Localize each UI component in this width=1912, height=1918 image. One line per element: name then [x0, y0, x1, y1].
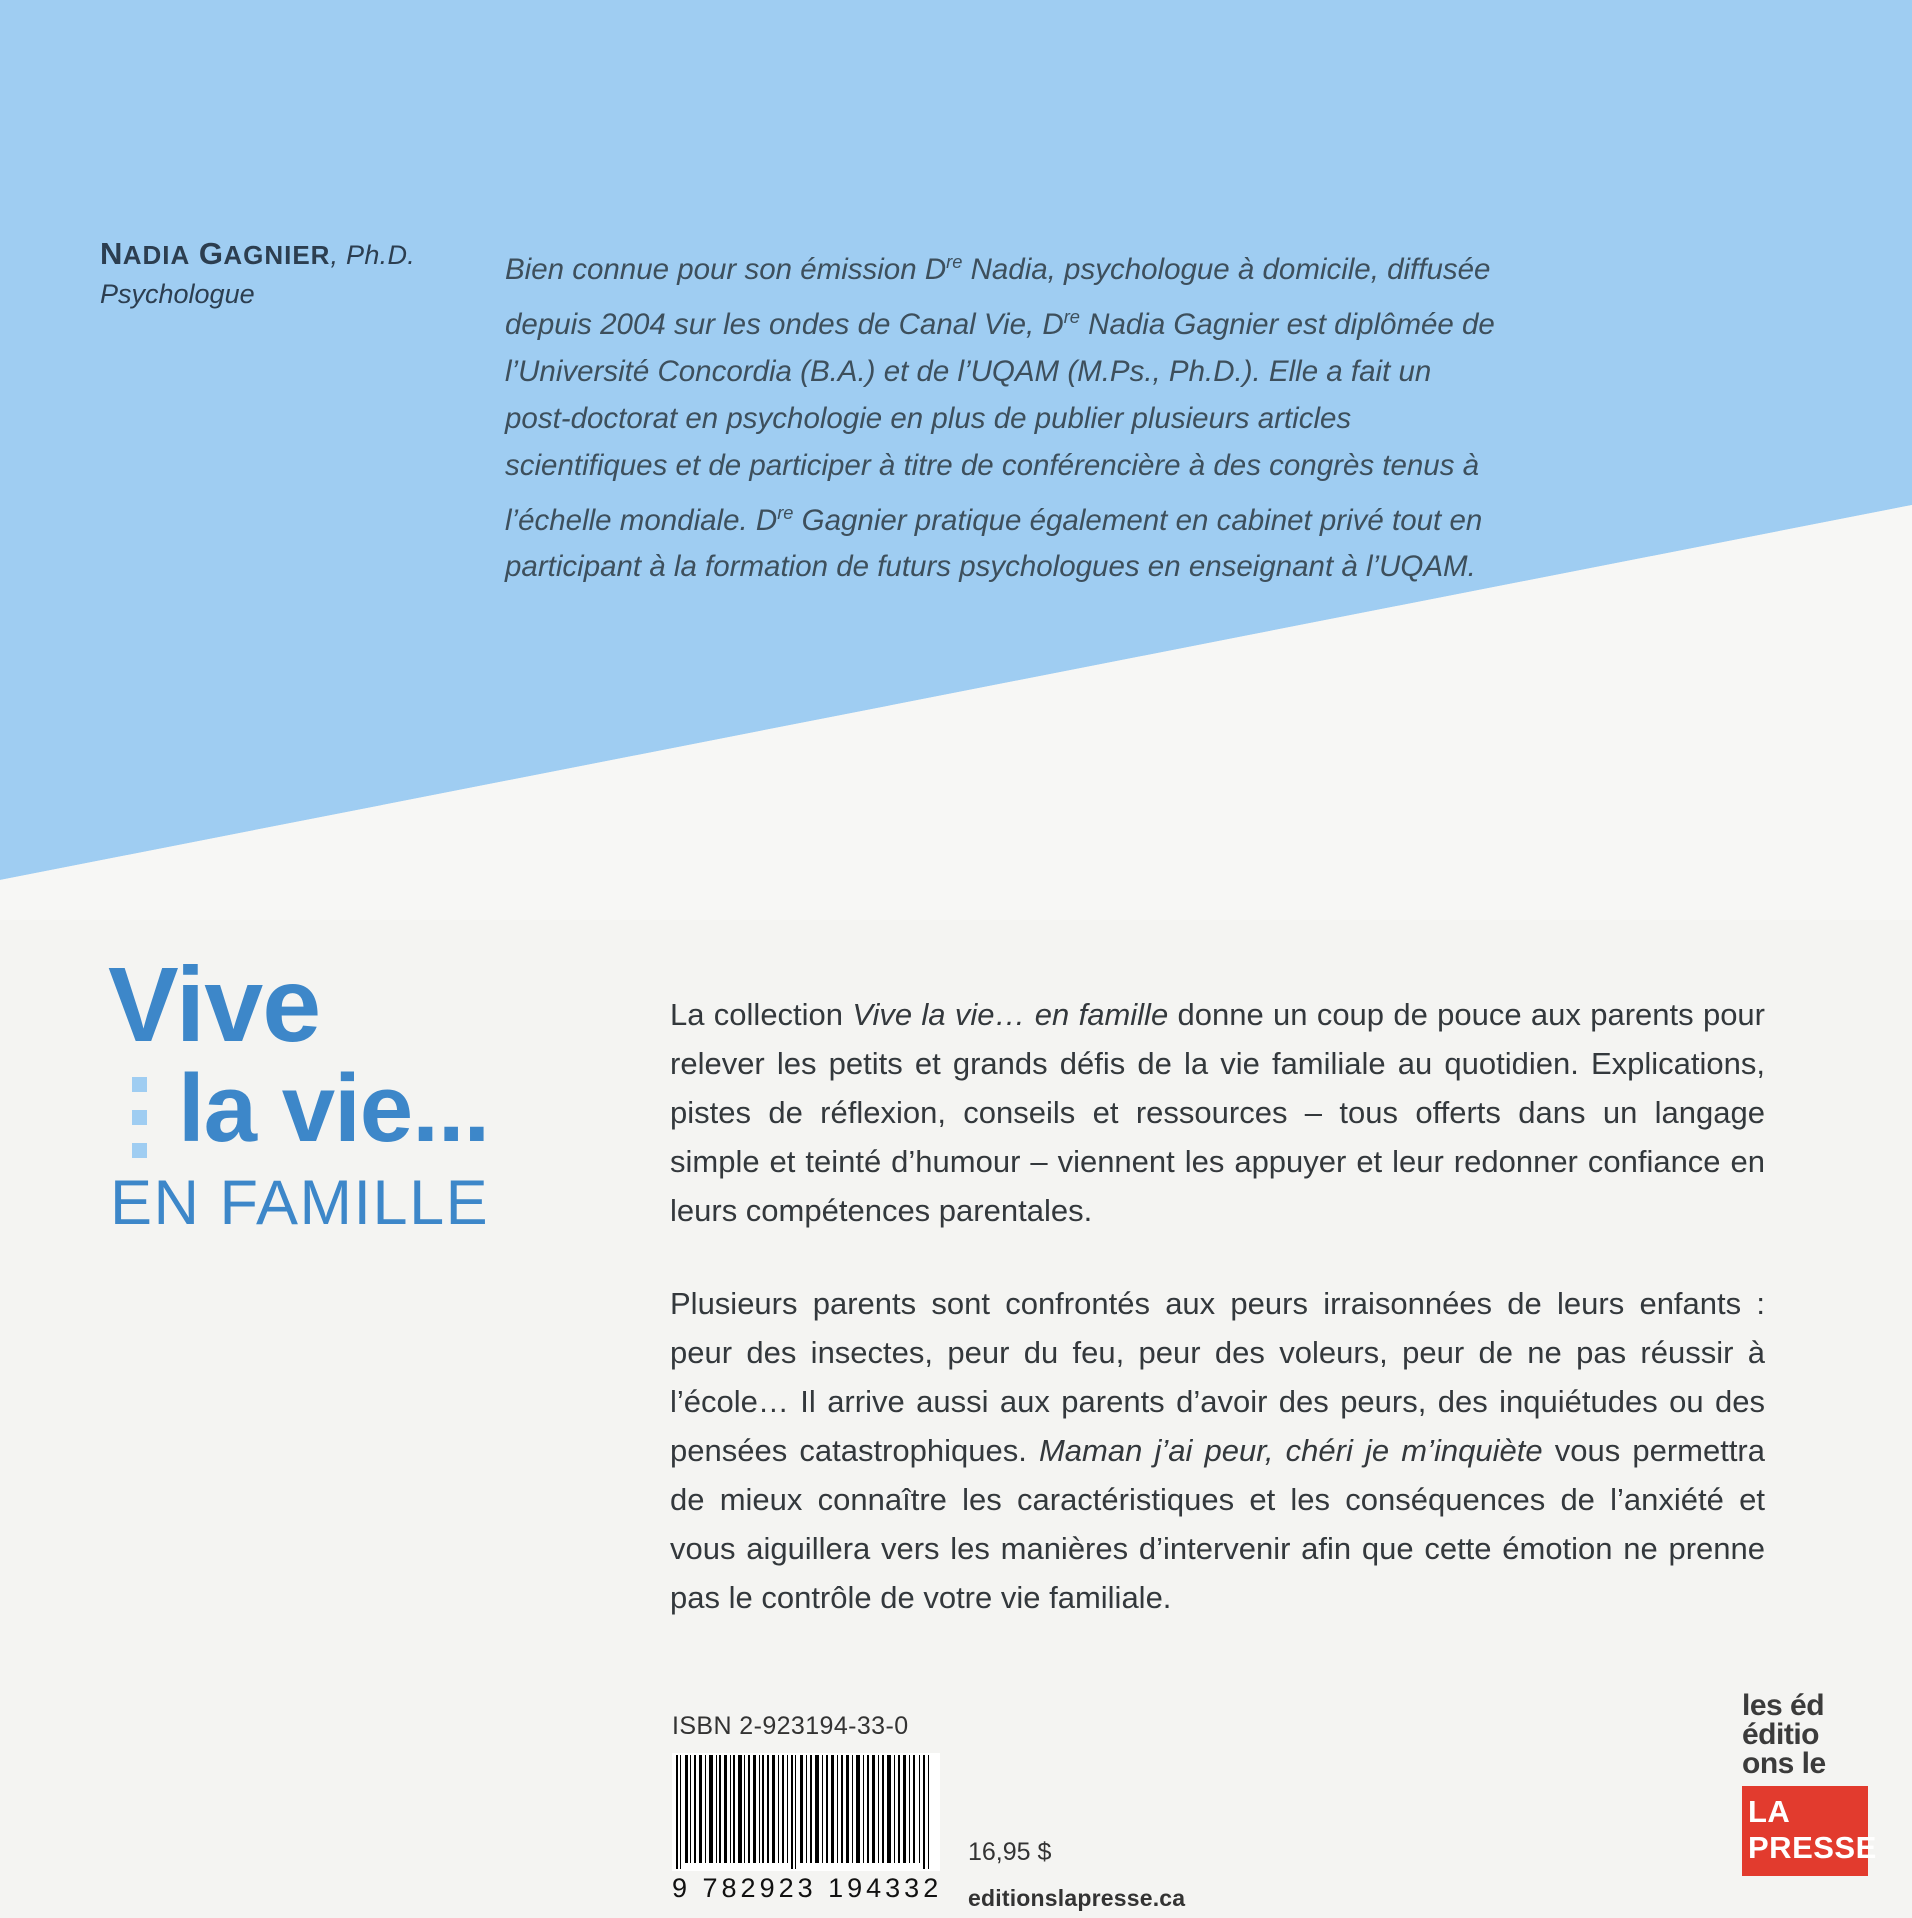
- publisher-line-1: les éd: [1742, 1688, 1825, 1722]
- blurb-p1-text-a: La collection: [670, 997, 853, 1032]
- logo-line-lavie: la vie...: [178, 1054, 490, 1162]
- blurb-p2-text-b: vous permettra de mieux connaître les caractéristiques et les conséquences de l’anxiété et vous aiguillera vers les manières d’intervenir afin que cette émotion ne prenne pas le contrôle de votre vie familiale.: [670, 1433, 1765, 1615]
- blurb-p2-text-a: Plusieurs parents sont confrontés aux peurs irraisonnées de leurs enfants : peur des insectes, peur du feu, peur des voleurs, peur de ne pas réussir à l’école… Il arrive aussi aux parents d’avoir des peurs, des inquiétudes ou des pensées catastrophiques.: [670, 1286, 1765, 1468]
- publisher-red-badge: LA PRESSE: [1742, 1786, 1868, 1876]
- price-area: [968, 1838, 1185, 1912]
- isbn-area: [672, 1712, 942, 1904]
- blurb-paragraph-2: [670, 1279, 1765, 1622]
- blurb-paragraph-1: [670, 990, 1765, 1235]
- back-cover-blurb: [670, 990, 1765, 1622]
- author-bio: Bien connue pour son émission Dre Nadia, psychologue à domicile, diffusée depuis 2004 sur les ondes de Canal Vie, Dre Nadia Gagnier est diplômée de l’Université Concordia (B.A.) et de l’UQAM (M.Ps., Ph.D.). Elle a fait un post-doctorat en psychologie en plus de publier plusieurs articles scientifiques et de participer à titre de conférencière à des congrès tenus à l’échelle mondiale. Dre Gagnier pratique également en cabinet privé tout en participant à la formation de futurs psychologues en enseignant à l’UQAM.: [505, 251, 1495, 584]
- blurb-p1-title: Vive la vie… en famille: [852, 997, 1169, 1032]
- isbn-label: ISBN 2-923194-33-0: [672, 1712, 909, 1740]
- website-label: editionslapresse.ca: [968, 1885, 1186, 1911]
- logo-line-vive: Vive: [108, 946, 321, 1064]
- price-label: 16,95 $: [968, 1838, 1052, 1866]
- publisher-line-3: ons le: [1742, 1746, 1826, 1780]
- logo-line-enfamille: EN FAMILLE: [110, 1167, 490, 1238]
- author-block: [100, 236, 520, 310]
- blurb-p1-text-b: donne un coup de pouce aux parents pour relever les petits et grands défis de la vie familiale au quotidien. Explications, pistes de réflexion, conseils et ressources – tous offerts dans un langage simple et teinté d’humour – viennent les appuyer et leur redonner confiance en leurs compétences parentales.: [670, 997, 1765, 1228]
- logo-dots-decoration: [132, 1077, 150, 1176]
- publisher-wordmark: [1742, 1688, 1874, 1780]
- collection-logo: [108, 946, 608, 1239]
- author-role: Psychologue: [100, 278, 255, 309]
- publisher-logo: [1742, 1688, 1877, 1876]
- blurb-p2-title: Maman j’ai peur, chéri je m’inquiète: [1038, 1433, 1543, 1468]
- author-degree: , Ph.D.: [330, 240, 416, 270]
- barcode-digits: 9 782923 194332: [672, 1873, 943, 1903]
- publisher-line-2: éditio: [1742, 1717, 1819, 1751]
- author-name: NADIA GAGNIER, Ph.D.: [100, 236, 416, 271]
- barcode-image: [672, 1753, 940, 1871]
